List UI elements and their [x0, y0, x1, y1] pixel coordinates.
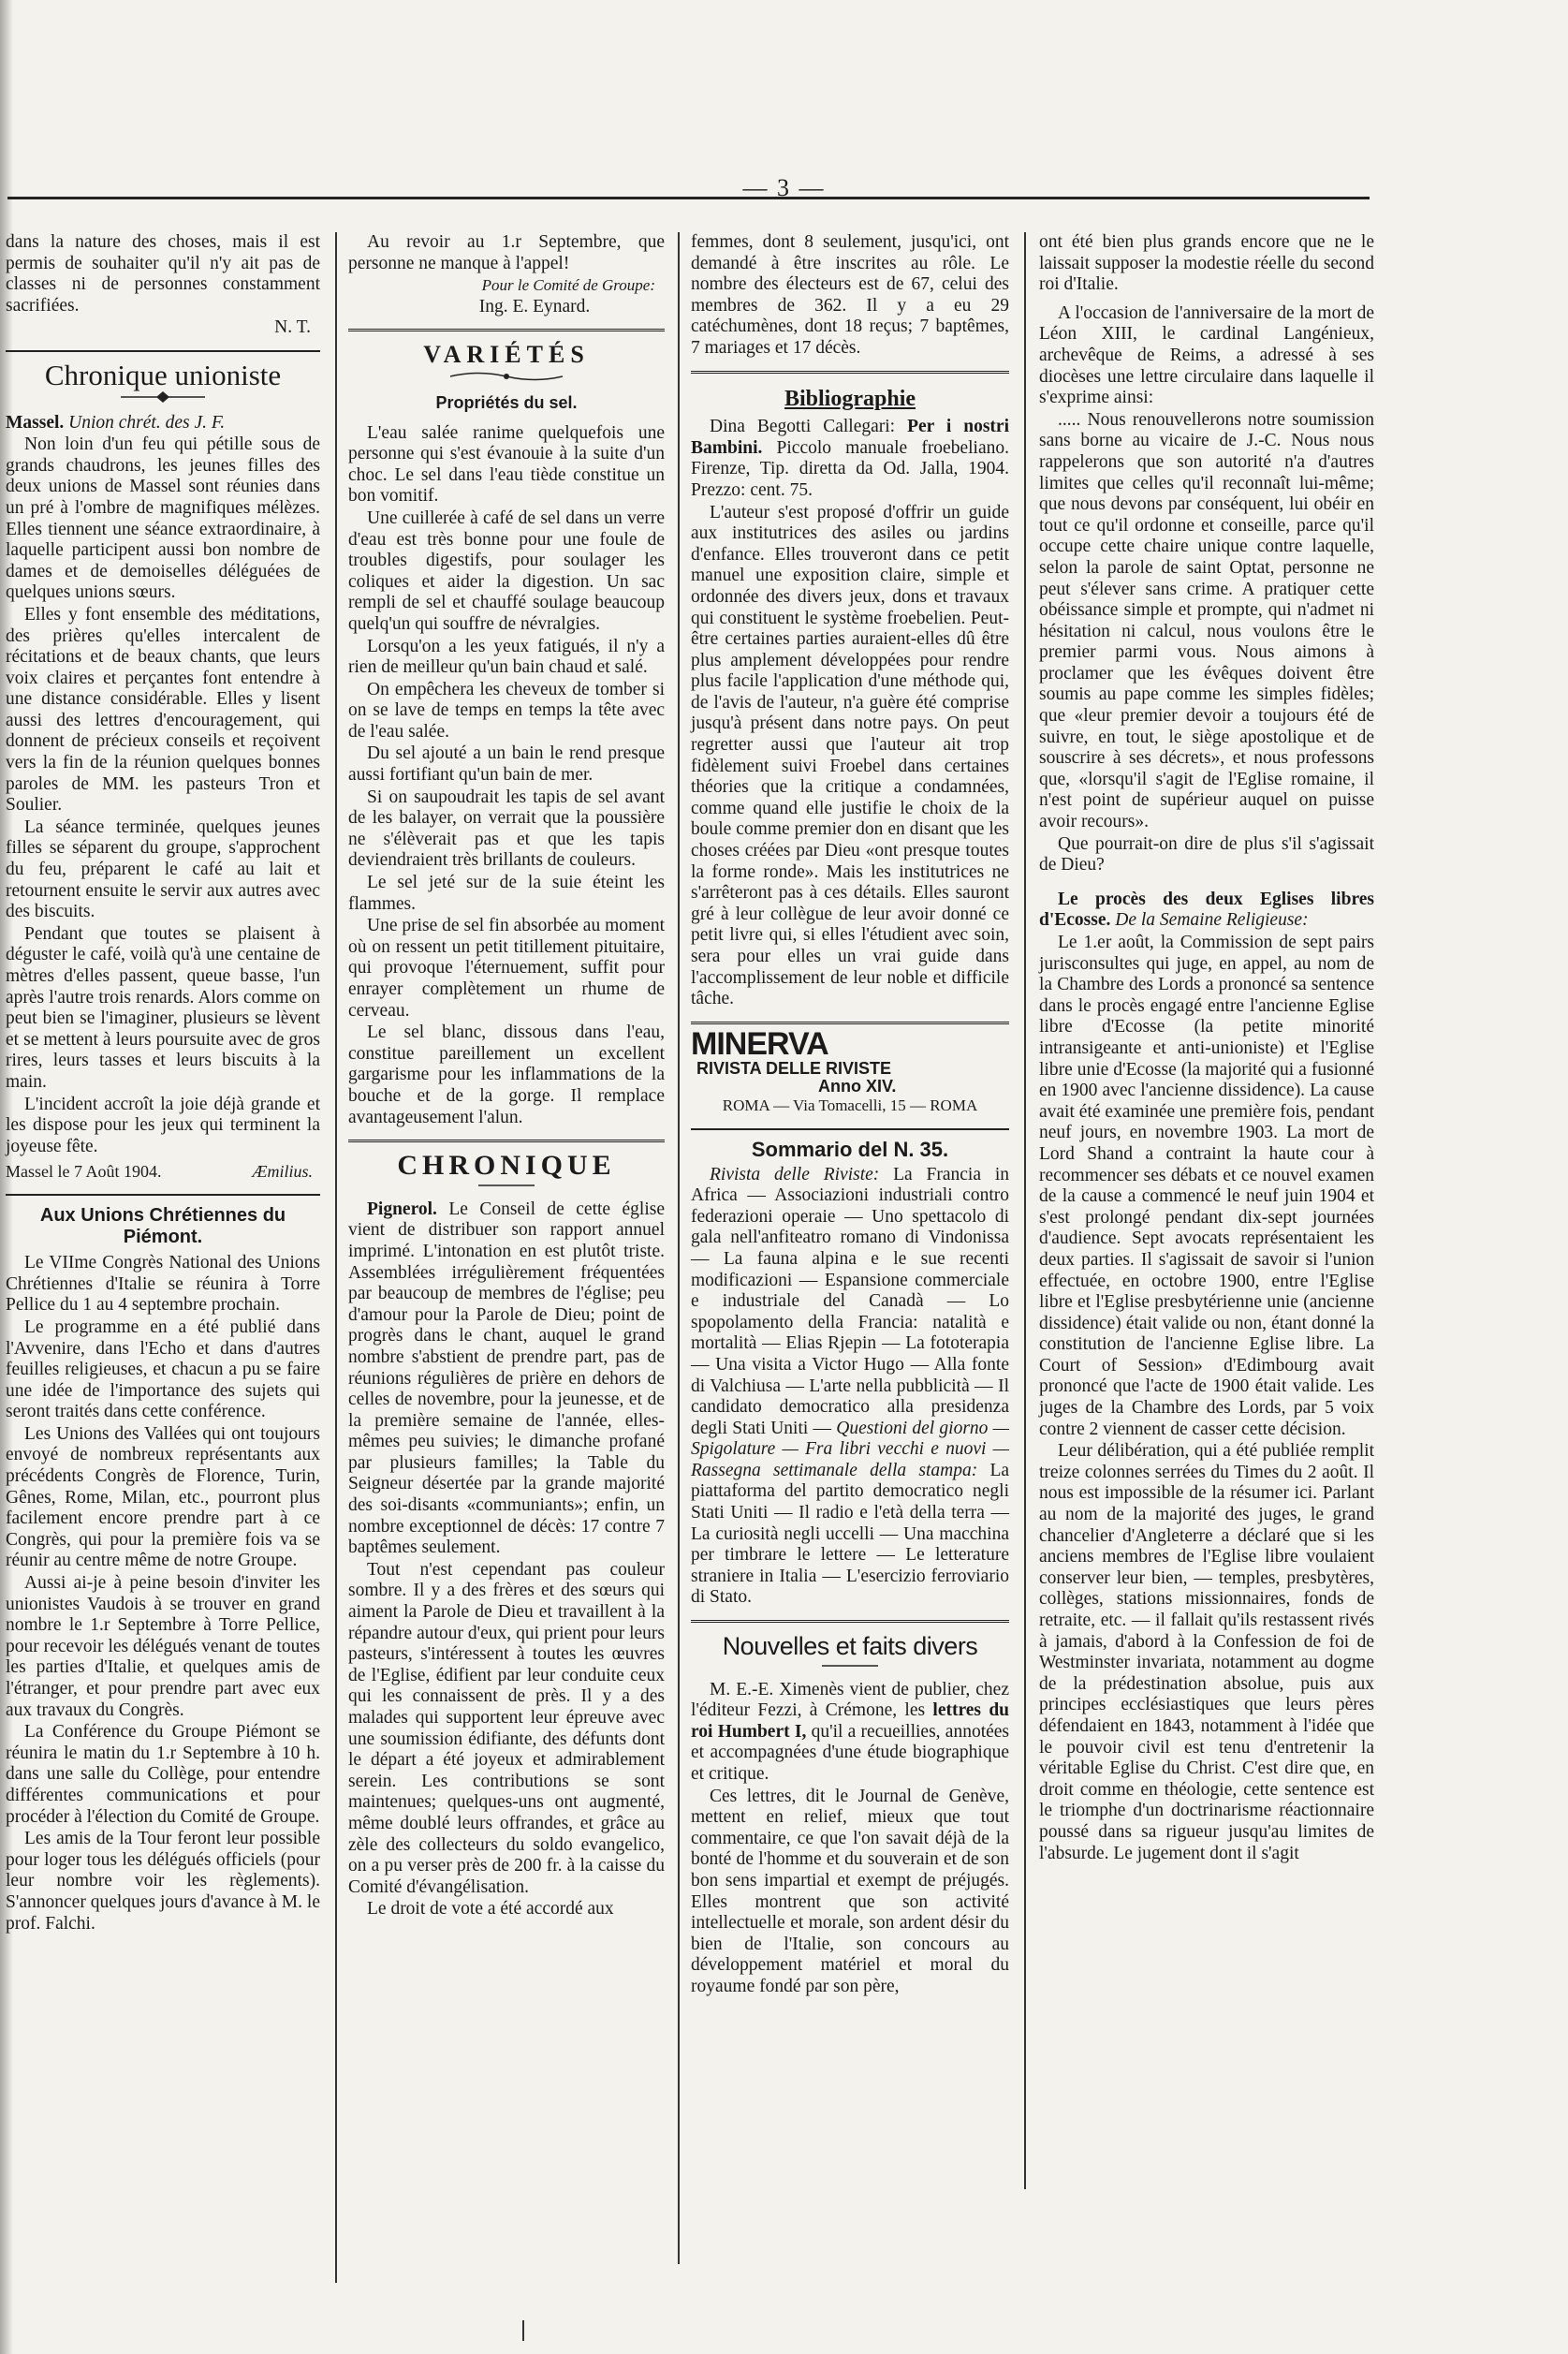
paragraph: A l'occasion de l'anniversaire de la mort de Léon XIII, le cardinal Langénieux, archevêque de Reims, a adressé à ses diocèses une lettre circulaire dans laquelle il s'exprime ainsi:: [1039, 302, 1374, 408]
paragraph: femmes, dont 8 seulement, jusqu'ici, ont demandé à être inscrites au rôle. Le nombre des électeurs est de 67, celui des membres de 362. Il y a eu 29 catéchumènes, dont 18 reçus; 7 baptêmes, 7 mariages et 17 décès.: [691, 232, 1009, 358]
paragraph: Pendant que toutes se plaisent à déguster le café, voilà qu'à une centaine de mètres d'elles passent, queue basse, l'un après l'autre trois renards. Alors comme on peut bien se l'imaginer, plusieurs se lèvent et se mettent à leurs poursuite avec de gros rires, leurs tasses et leurs biscuits à la main.: [6, 923, 320, 1092]
section-title: Le procès des deux Eglises libres d'Ecosse.: [1039, 889, 1374, 931]
column-divider: [1024, 232, 1026, 2189]
section-rule: [6, 350, 320, 352]
paragraph: Au revoir au 1.r Septembre, que personne ne manque à l'appel!: [348, 232, 665, 273]
column-4: [1039, 232, 1374, 1865]
book-author: Dina Begotti Callegari:: [710, 417, 896, 437]
paragraph: Le droit de vote a été accordé aux: [367, 1899, 614, 1920]
paragraph: Le sel jeté sur de la suie éteint les flammes.: [348, 873, 665, 914]
page-number: — 3 —: [742, 174, 826, 201]
bottom-mark: [522, 2320, 524, 2341]
paragraph: Leur délibération, qui a été publiée remplit treize colonnes serrées du Times du 2 août. Il nous est impossible de la résumer ici. Parlant au nom de la majorité des juges, le grand chancelier d'Angleterre a déclaré que si les anciens membres de l'Eglise libre voulaient conserver leur bien, — temples, presbytères, collèges, stations missionnaires, fonds de retraite, etc. — il fallait qu'ils restassent rivés à jamais, d'abord à la Confession de foi de Westminster invariata, notamment au dogme de la prédestination absolue, puis aux principes ecclésiastiques que leurs pères défendaient en 1843, notamment à l'idée que le pouvoir civil est tenu d'entretenir la véritable Eglise du Christ. C'est dire que, en droit comme en théologie, cette sentence est le triomphe d'un doctrinarisme réactionnaire poussé dans sa rigueur jusqu'au limites de l'absurde. Le jugement dont il s'agit: [1039, 1441, 1374, 1863]
paragraph: Le sel blanc, dissous dans l'eau, constitue pareillement un excellent gargarisme pour les inflammations de la bouche et de la gorge. Il remplace avantageusement l'alun.: [348, 1023, 665, 1127]
paragraph: Une prise de sel fin absorbée au moment où on ressent un petit titillement pituitaire, qui provoque l'éternuement, suffit pour enrayer complètement un rhume de cerveau.: [348, 916, 665, 1021]
place-label: Massel.: [6, 412, 65, 433]
paragraph: La Francia in Africa — Associazioni industriali contro federazioni operaie — Uno spettacolo di gala nell'anfiteatro romano di Vindonissa — La fauna alpina e le sue recenti modificazioni — Espansione commerciale e industriale del Canadà — Lo spopolamento della Francia: natalità e mortalità — Elias Rjepin — La fototerapia — Una visita a Victor Hugo — Alla fonte di Valchiusa — L'arte nella pubblicità — Il candidato democratico alla presidenza degli Stati Uniti —: [691, 1164, 1009, 1438]
paragraph: dans la nature des choses, mais il est permis de souhaiter qu'il n'y ait pas de classes ni de personnes constamment sacrifiées.: [6, 232, 320, 316]
paragraph: Ces lettres, dit le Journal de Genève, mettent en relief, mieux que tout commentaire, ce que l'on savait déjà de la bonté de l'homme et du souverain et de son bon sens impartial et exempt de préjugés. Elles montrent que son activité intellectuelle et morale, son ardent désir du bien de l'Italie, son concours au développement matériel et moral du royaume fondé par son père,: [691, 1786, 1009, 1996]
minerva-subtitle: RIVISTA DELLE RIVISTE: [696, 1059, 892, 1079]
signature: N. T.: [274, 317, 311, 338]
paragraph: Le Conseil de cette église vient de distribuer son rapport annuel imprimé. L'intonation en est plutôt triste. Assemblées irrégulièrement fréquentées par beaucoup de membres de l'église; peu d'amour pour la Parole de Dieu; point de progrès dans le chant, auquel le grand nombre s'abstient de prendre part, pas de réunions régulières de prière en dehors de celles de novembre, pour la jeunesse, et de la première semaine de l'année, elles-mêmes peu suivies; le dimanche profané par plusieurs familles; la Table du Seigneur désertée par la grande majorité des soi-disants «communiants»; enfin, un nombre exceptionnel de décès: 17 contre 7 baptêmes seulement.: [348, 1199, 666, 1558]
union-label: Union chrét. des J. F.: [68, 412, 226, 433]
section-title: Nouvelles et faits divers: [722, 1632, 978, 1661]
section-title: Chronique unioniste: [44, 358, 282, 391]
column-3: [691, 232, 1009, 1999]
paragraph: ..... Nous renouvellerons notre soumission sans borne au vicaire de J.-C. Nous nous rappelerons que son autorité n'a d'autres limites que celles qu'il reconnaît lui-même; que nous devons par conséquent, lui obéir en tout ce qu'il ordonne et conseille, parce qu'il occupe cette chaire unique contre laquelle, selon la parole de saint Optat, personne ne peut s'élever sans crime. A pratiquer cette obéissance simple et prompte, qui n'admet ni hésitation ni calcul, nous voulons être le premier parmi vous. Nous aimons à proclamer que les évêques doivent être soumis au pape comme les simples fidèles; que «leur premier devoir a toujours été de suivre, en tout, le siège apostolique et de souscrire à ses décrets», et nous professons que, «lorsqu'il s'agit de l'Eglise romaine, il n'est point de supérieur auquel on puisse avoir recours».: [1039, 409, 1374, 832]
book-title: Per i nostri Bambini.: [691, 417, 1009, 458]
section-rule: [691, 1022, 1009, 1024]
rubric-label: Questioni del giorno — Spigolature — Fra libri vecchi e nuovi — Rassegna settimanale della stampa:: [691, 1418, 1010, 1480]
paragraph: Le 1.er août, la Commission de sept pairs jurisconsultes qui juge, en appel, au nom de la Chambre des Lords a prononcé sa sentence dans le procès engagé entre l'ancienne Eglise libre d'Ecosse (la petite minorité intransigeante et anti-unioniste) et l'Eglise libre unie d'Ecosse (la majorité qui a fusionné en 1900 avec l'ancienne dissidence). La cause avait été examinée une première fois, pendant neuf jours, en novembre 1903. La mort de Lord Shand a contraint la haute cour à recommencer ses débats et ce nouvel examen de la cause a commencé le neuf juin 1904 et s'est prolongé pendant dix-sept journées d'audience. Sept avocats représentaient les deux parties. Il s'agissait de savoir si l'union effectuée, en octobre 1900, entre l'Eglise libre et l'Eglise presbytérienne unie (ancienne dissidence) était valide ou non, étant donné la constitution de l'ancienne Eglise libre. La Court of Session» d'Edimbourg avait prononcé que l'acte de 1900 était valide. Les juges de la Chambre des Lords, par 5 voix contre 2 viennent de casser cette décision.: [1039, 933, 1374, 1439]
paragraph: La Conférence du Groupe Piémont se réunira le matin du 1.r Septembre à 10 h. dans une salle du Collège, pour entendre différentes communications et pour procéder à l'élection du Comité de Groupe.: [6, 1722, 320, 1827]
dateline: Massel le 7 Août 1904.: [6, 1162, 162, 1182]
ornament-icon: [450, 370, 563, 383]
paragraph: Tout n'est cependant pas couleur sombre. Il y a des frères et des sœurs qui aiment la Parole de Dieu et travaillent à la répandre autour d'eux, qui prient pour leurs pasteurs, s'intéressent à toutes les œuvres de l'Eglise, édifient par leur conduite ceux qui les connaissent de près. Il y a des malades qui supportent leur épreuve avec une soumission édifiante, des défunts dont le départ a été joyeux et admirablement serein. Les contributions se sont maintenues; quelques-uns ont augmenté, même doublé leurs offrandes, et grâce au zèle des collecteurs du soldo evangelico, on a pu verser près de 200 fr. à la caisse du Comité d'évangélisation.: [348, 1559, 665, 1897]
section-rule: [6, 1194, 320, 1196]
section-title: Bibliographie: [784, 386, 916, 411]
paragraph: La piattaforma del partito democratico negli Stati Uniti — Il radio e l'età della terra — La curiosità negli uccelli — Una macchina per timbrare le lettere — Le letterature straniere in Italia — L'esercizio ferroviario di Stato.: [691, 1460, 1010, 1608]
section-title: Aux Unions Chrétiennes du Piémont.: [39, 1204, 286, 1247]
column-1: [6, 232, 320, 1935]
paragraph: Elles y font ensemble des méditations, des prières qu'elles intercalent de récitations et de beaux chants, que leurs voix claires et perçantes font entendre à une distance considérable. Elles y lisent aussi des lettres d'encouragement, qui donnent de précieux conseils et reçoivent vers la fin de la réunion quelques bonnes paroles de MM. les pasteurs Tron et Soulier.: [6, 604, 320, 816]
rubric-label: Rivista delle Riviste:: [710, 1164, 880, 1184]
section-title: VARIÉTÉS: [423, 341, 590, 369]
committee-line: Pour le Comité de Groupe:: [481, 276, 655, 295]
book-details: Piccolo manuale froebeliano. Firenze, Tip. diretta da Od. Jalla, 1904. Prezzo: cent. 75.: [691, 437, 1009, 500]
paragraph: On empêchera les cheveux de tomber si on se lave de temps en temps la tête avec de l'eau salée.: [348, 679, 665, 742]
paragraph: Le programme en a été publié dans l'Avvenire, dans l'Echo et dans d'autres feuilles religieuses, et chacun a pu se faire une idée de l'importance des sujets qui seront traités dans cette conférence.: [6, 1317, 320, 1422]
paragraph: Les amis de la Tour feront leur possible pour loger tous les délégués officiels (pour leur nombre voir les règlements). S'annoncer quelques jours d'avance à M. le prof. Falchi.: [6, 1829, 320, 1934]
paragraph: Aussi ai-je à peine besoin d'inviter les unionistes Vaudois à se trouver en grand nombre le 1.r Septembre à Torre Pellice, pour recevoir les délégués venant de toutes les parties d'Italie, et quelques amis de l'étranger, et pour prendre part avec eux aux travaux du Congrès.: [6, 1573, 320, 1720]
paragraph: ont été bien plus grands encore que ne le laissait supposer la modestie réelle du second roi d'Italie.: [1039, 232, 1374, 295]
paragraph: Que pourrait-on dire de plus s'il s'agissait de Dieu?: [1039, 833, 1374, 875]
section-title: Sommario del N. 35.: [751, 1137, 949, 1161]
paragraph: Lorsqu'on a les yeux fatigués, il n'y a rien de meilleur qu'un bain chaud et salé.: [348, 636, 665, 678]
minerva-address: ROMA — Via Tomacelli, 15 — ROMA: [722, 1096, 978, 1115]
paragraph: Les Unions des Vallées qui ont toujours envoyé de nombreux représentants aux précédents Congrès de Florence, Turin, Gênes, Rome, Milan, etc., pourront plus facilement encore prendre part à ce Congrès, qui pour la première fois va se réunir au centre même de notre Groupe.: [6, 1423, 320, 1571]
signature: Ing. E. Eynard.: [478, 296, 591, 316]
ornament-icon: [822, 1661, 878, 1670]
paragraph: Si on saupoudrait les tapis de sel avant de les balayer, on verrait que la poussière ne s'élèverait pas et que les tapis deviendraient très brillants de couleurs.: [348, 787, 665, 871]
signature: Æmilius.: [252, 1162, 313, 1182]
paragraph: La séance terminée, quelques jeunes filles se séparent du groupe, s'approchent du feu, préparent le café au lait et retournent ensuite le servir aux autres avec des biscuits.: [6, 817, 320, 922]
column-divider: [678, 232, 680, 2264]
column-2: [348, 232, 665, 1921]
header-rule: [7, 197, 1370, 199]
section-rule: [691, 1128, 1009, 1130]
section-rule: [348, 1140, 665, 1142]
paragraph: Le VIIme Congrès National des Unions Chrétiennes d'Italie se réunira à Torre Pellice du 1 au 4 septembre prochain.: [6, 1253, 320, 1316]
minerva-year: Anno XIV.: [818, 1077, 897, 1096]
paragraph: L'incident accroît la joie déjà grande et les dispose pour les jeux qui terminent la joyeuse fête.: [6, 1094, 320, 1156]
place-label: Pignerol.: [367, 1199, 437, 1219]
minerva-masthead: [691, 1025, 1009, 1096]
paragraph: Non loin d'un feu qui pétille sous de grands chaudrons, les jeunes filles des deux unions de Massel sont réunies dans un pré à l'ombre de magnifiques mélèzes. Elles tiennent une séance extraordinaire, à laquelle participent aussi bon nombre de dames et de demoiselles déléguées de quelques unions sœurs.: [6, 434, 320, 603]
source-label: De la Semaine Religieuse:: [1115, 910, 1309, 931]
paragraph: L'eau salée ranime quelquefois une personne qui s'est évanouie à la suite d'un choc. Le sel dans l'eau tiède constitue un bon vomitif.: [348, 422, 665, 507]
paragraph: Du sel ajouté a un bain le rend presque aussi fortifiant qu'un bain de mer.: [348, 743, 665, 786]
paragraph: Une cuillerée à café de sel dans un verre d'eau est très bonne pour une foule de troubles digestifs, pour soulager les coliques et aider la digestion. Un sac rempli de sel et chauffé soulage beaucoup quelq'un qui souffre de névralgies.: [348, 508, 665, 634]
section-title: CHRONIQUE: [397, 1150, 616, 1182]
paragraph: M. E.-E. Ximenès vient de publier, chez l'éditeur Fezzi, à Crémone, les: [691, 1679, 1009, 1721]
ornament-icon: [121, 390, 205, 404]
subsection-title: Propriétés du sel.: [435, 392, 578, 412]
section-rule: [691, 1620, 1009, 1623]
paragraph: qu'il a recueillies, annotées et accompagnées d'une étude biographique et critique.: [691, 1721, 1010, 1784]
paragraph: L'auteur s'est proposé d'offrir un guide aux institutrices des asiles ou jardins d'enfance. Elles trouveront dans ce petit manuel une exposition claire, simple et ordonnée des divers jeux, dons et travaux qui constituent le système froebelien. Peut-être certaines parties auraient-elles dû être plus amplement développées pour rendre plus facile l'application d'une méthode qui, de l'avis de l'auteur, n'a guère été comprise jusqu'à présent dans notre pays. On peut regretter aussi que l'auteur ait trop fidèlement suivi Froebel dans certaines théories que la critique a condamnées, comme quand elle justifie le choix de la boule comme premier don en disant que les choses créées par Dieu «ont presque toutes la forme ronde». Mais les institutrices ne s'arrêteront pas à ces détails. Elles sauront gré à leur collègue de leur avoir donné ce petit livre qui, si elles l'étudient avec soin, sera pour elles un vrai guide dans l'accomplissement de leur noble et difficile tâche.: [691, 502, 1009, 1009]
book-title: lettres du roi Humbert I,: [691, 1700, 1010, 1742]
section-rule: [348, 329, 665, 331]
minerva-title: MINERVA: [691, 1025, 828, 1062]
column-divider: [335, 232, 337, 2283]
ornament-icon: [478, 1181, 535, 1190]
section-rule: [691, 371, 1009, 374]
